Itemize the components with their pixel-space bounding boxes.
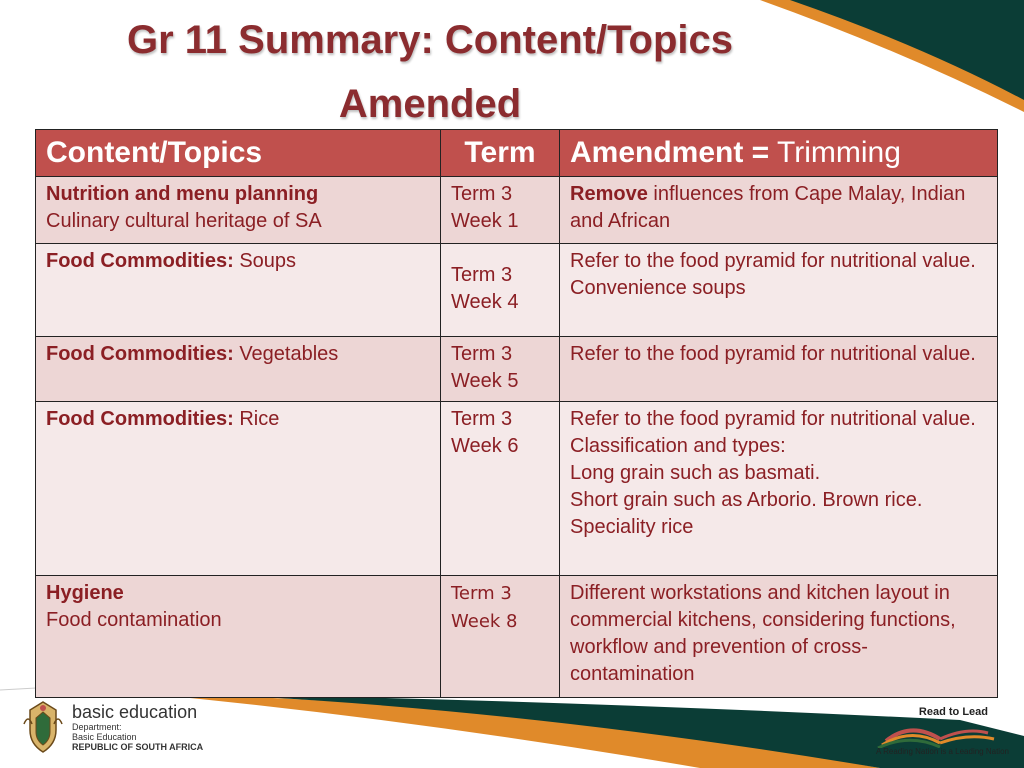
week-label: Week 1 [451, 210, 519, 232]
week-label: Week 4 [451, 291, 519, 313]
table-row [36, 177, 998, 244]
amendment-keyword: Remove [570, 183, 648, 205]
content-cell [36, 402, 441, 576]
dept-republic: REPUBLIC OF SOUTH AFRICA [72, 741, 204, 752]
header-amendment [560, 130, 998, 177]
amendment-cell [560, 244, 998, 337]
content-topic-detail: Food contamination [46, 609, 222, 631]
header-amendment-light: Trimming [769, 136, 901, 169]
coat-of-arms-icon [22, 700, 64, 754]
department-text [72, 702, 203, 753]
content-topic-detail: Vegetables [233, 343, 339, 365]
term-cell [441, 337, 560, 402]
content-topic-title: Hygiene [46, 582, 124, 604]
amendment-text: Refer to the food pyramid for nutritional value. [570, 250, 976, 272]
amendment-text: Refer to the food pyramid for nutritional value. [570, 408, 976, 430]
amendment-text: Convenience soups [570, 277, 746, 299]
term-label: Term 3 [451, 183, 513, 205]
content-cell [36, 244, 441, 337]
table-header-row [36, 130, 998, 177]
content-topic-detail: Rice [233, 408, 280, 430]
content-topic-detail: Culinary cultural heritage of SA [46, 210, 322, 232]
content-topic-title: Food Commodities: [46, 343, 234, 365]
content-cell [36, 177, 441, 244]
term-label: Term 3 [451, 583, 512, 604]
dept-line: Basic Education [72, 731, 137, 742]
rtl-title: Read to Lead [918, 706, 988, 718]
amendment-cell [560, 402, 998, 576]
table-row [36, 402, 998, 576]
table-row [36, 337, 998, 402]
term-label: Term 3 [451, 264, 513, 286]
header-content-topics: Content/Topics [36, 130, 441, 177]
term-cell [441, 177, 560, 244]
amendment-cell [560, 337, 998, 402]
content-cell [36, 337, 441, 402]
slide-title [0, 8, 860, 136]
amendment-text: Different workstations and kitchen layout in commercial kitchens, considering functions, workflow and prevention of cross-contamination [570, 582, 956, 685]
term-label: Term 3 [451, 408, 513, 430]
dept-line: Department: [72, 721, 122, 732]
term-label: Term 3 [451, 343, 513, 365]
amendment-text: Refer to the food pyramid for nutritional value. [570, 343, 976, 365]
content-topic-title: Nutrition and menu planning [46, 183, 319, 205]
content-cell [36, 576, 441, 698]
table-row [36, 244, 998, 337]
summary-table [35, 129, 998, 698]
header-amendment-bold: Amendment = [570, 136, 770, 169]
week-label: Week 8 [451, 611, 518, 632]
term-cell [441, 244, 560, 337]
term-cell [441, 402, 560, 576]
table-row [36, 576, 998, 698]
title-line-1: Gr 11 Summary: Content/Topics [126, 18, 734, 62]
amendment-text: Classification and types: [570, 435, 786, 457]
content-topic-detail: Soups [233, 250, 297, 272]
title-line-2: Amended [338, 82, 522, 126]
amendment-text: influences from Cape Malay, Indian and African [570, 183, 966, 232]
department-logo [22, 700, 203, 754]
week-label: Week 5 [451, 370, 519, 392]
dept-name: basic education [72, 701, 198, 722]
read-to-lead-logo [876, 703, 1009, 763]
term-cell [441, 576, 560, 698]
content-topic-title: Food Commodities: [46, 408, 234, 430]
content-topic-title: Food Commodities: [46, 250, 234, 272]
header-term: Term [441, 130, 560, 177]
amendment-text: Short grain such as Arborio. Brown rice. [570, 489, 923, 511]
amendment-text: Long grain such as basmati. [570, 462, 821, 484]
rtl-tagline: A Reading Nation is a Leading Nation [876, 747, 1009, 756]
amendment-cell [560, 576, 998, 698]
amendment-cell [560, 177, 998, 244]
amendment-text: Speciality rice [570, 516, 694, 538]
week-label: Week 6 [451, 435, 519, 457]
